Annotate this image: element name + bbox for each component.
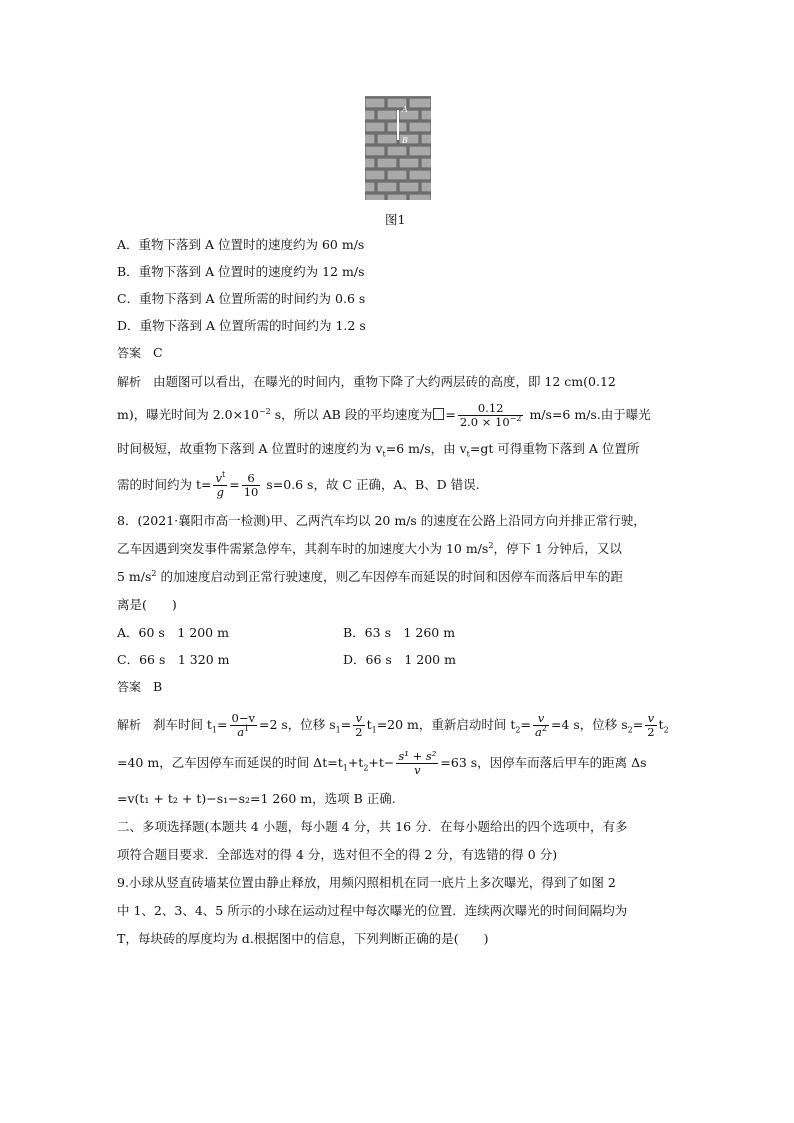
fraction-numerator: 0.12 — [458, 402, 524, 416]
equals: = — [445, 407, 456, 422]
question-8-line-4: 离是( ) — [117, 597, 177, 612]
fraction-2: $\frac{v}{2}$ — [355, 711, 363, 739]
option-8c: C．66 s 1 320 m — [117, 652, 230, 667]
figure-caption: 图1 — [385, 212, 406, 227]
option-8b: B．63 s 1 260 m — [343, 625, 456, 640]
analysis-7-text-4a: 需的时间约为 t= — [117, 477, 212, 492]
option-8d: D．66 s 1 200 m — [343, 652, 456, 667]
analysis-label: 解析 — [117, 718, 142, 732]
analysis-8-line-1: 解析 刹车时间 $t_1=$ $\frac{0-v}{a^1}$ =2 s，位移 $s_1=$ $\frac{v}{2}$ $t_1=20$ m，重新启动时间 $t_2=$ $\frac{v}{a^2}$ =4 s，位移 $s_2=$ $\frac{v}{2}$ $t_2$ — [117, 711, 669, 739]
question-8-line-1: 8．(2021·襄阳市高一检测)甲、乙两汽车均以 20 m/s 的速度在公路上沿同方向并排正常行驶， — [117, 513, 646, 528]
analysis-8-line-2: =40 m，乙车因停车而延误的时间 $\Delta t=t_1+t_2+t-$ $\frac{\text{s¹ + s²}}{v}$ =63 s，因停车而落后甲车的距离 Δs — [117, 749, 647, 777]
question-8-line-3: 5 $m/s^2$ 的加速度启动到正常行驶速度，则乙车因停车而延误的时间和因停车而落后甲车的距 — [117, 568, 623, 584]
fraction-5: $\frac{\text{s¹ + s²}}{v}$ — [398, 749, 437, 777]
figure-label-b: B — [402, 136, 408, 145]
analysis-7-text-2a: m)，曝光时间为 2.0×10 — [117, 407, 259, 422]
question-9-line-1: 9.小球从竖直砖墙某位置由静止释放，用频闪照相机在同一底片上多次曝光，得到了如图 2 — [117, 875, 616, 890]
subscript: t — [466, 449, 470, 459]
option-7c: C．重物下落到 A 位置所需的时间约为 0.6 s — [117, 291, 366, 306]
analysis-7-line-2 — [117, 402, 651, 429]
analysis-7-text-3a: 时间极短，故重物下落到 A 位置时的速度约为 v — [117, 441, 383, 456]
option-7b: B．重物下落到 A 位置时的速度约为 12 m/s — [117, 264, 365, 279]
missing-glyph-box — [433, 408, 444, 420]
section-2-line-2: 项符合题目要求．全部选对的得 4 分，选对但不全的得 2 分，有选错的得 0 分) — [117, 847, 558, 862]
analysis-7-text-4b: s=0.6 s，故 C 正确，A、B、D 错误. — [262, 477, 480, 492]
fraction-vt-over-g: $\frac{v^t}{g}$ — [215, 470, 226, 499]
fraction-denominator: $2.0 \times 10^{-2}$ — [459, 414, 522, 429]
answer-label: 答案 — [117, 346, 142, 360]
question-9-line-3: T，每块砖的厚度均为 d.根据图中的信息，下列判断正确的是( ) — [117, 931, 489, 946]
answer-value: B — [152, 679, 163, 694]
question-8-line-2: 乙车因遇到突发事件需紧急停车，其刹车时的加速度大小为 10 $m/s^2$，停下 1 分钟后，又以 — [117, 540, 622, 556]
analysis-7-line-3 — [117, 440, 639, 458]
answer-7 — [117, 344, 163, 362]
answer-value: C — [152, 345, 163, 360]
fraction-6-over-10: $\frac{6}{10}$ — [243, 471, 259, 499]
question-9-line-2: 中 1、2、3、4、5 所示的小球在运动过程中每次曝光的位置．连续两次曝光的时间间隔均为 — [117, 903, 628, 918]
fraction-4: $\frac{v}{2}$ — [647, 711, 655, 739]
option-7d: D．重物下落到 A 位置所需的时间约为 1.2 s — [117, 318, 366, 333]
analysis-7-text-2b: s，所以 AB 段的平均速度为 — [270, 407, 433, 422]
answer-label: 答案 — [117, 680, 142, 694]
brick-wall-figure — [365, 96, 431, 200]
subscript: t — [382, 449, 386, 459]
analysis-7-line-4: 需的时间约为 t= $\frac{v^t}{g}$ = $\frac{6}{10}$ s=0.6 s，故 C 正确，A、B、D 错误. — [117, 470, 480, 499]
analysis-label: 解析 — [117, 375, 142, 389]
fraction-1: $\frac{0-v}{a^1}$ — [231, 711, 255, 739]
exponent: −2 — [258, 406, 271, 416]
analysis-7-line-1 — [117, 373, 616, 391]
fraction-velocity — [458, 402, 524, 429]
option-7a: A．重物下落到 A 位置时的速度约为 60 m/s — [117, 237, 365, 252]
answer-8 — [117, 678, 162, 696]
analysis-8-line-3: =v(t₁ + t₂ + t)−s₁−s₂=1 260 m，选项 B 正确. — [117, 791, 396, 806]
figure-label-a: A — [402, 105, 408, 114]
fraction-3: $\frac{v}{a^2}$ — [534, 711, 547, 739]
option-8a: A．60 s 1 200 m — [117, 625, 229, 640]
analysis-7-text-3c: =gt 可得重物下落到 A 位置所 — [469, 441, 640, 456]
analysis-7-text-2c: m/s=6 m/s.由于曝光 — [525, 407, 651, 422]
section-2-line-1: 二、多项选择题(本题共 4 小题，每小题 4 分，共 16 分．在每小题给出的四个选项中，有多 — [117, 819, 628, 834]
analysis-7-text-3b: =6 m/s，由 v — [385, 441, 467, 456]
analysis-7-text-1: 由题图可以看出，在曝光的时间内，重物下降了大约两层砖的高度，即 12 cm(0.12 — [152, 374, 616, 389]
